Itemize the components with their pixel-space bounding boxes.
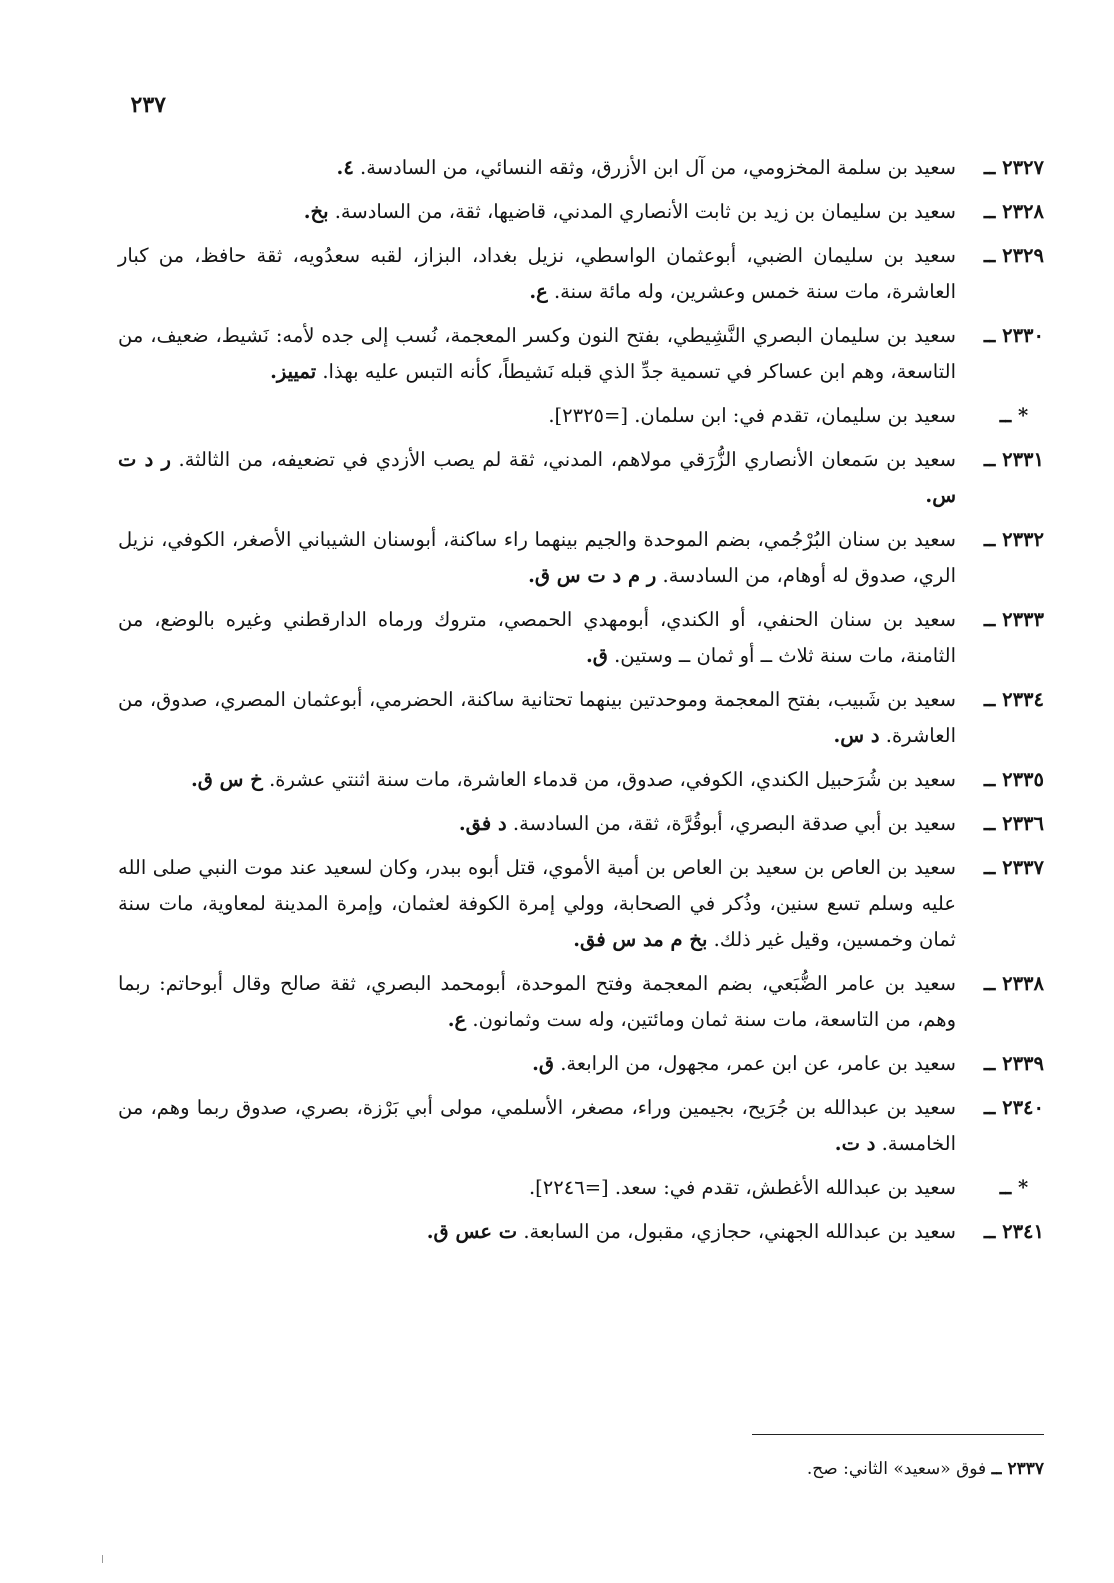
- entry-number: ٢٣٢٩ ــ: [983, 244, 1044, 267]
- entry-number: ٢٣٤٠ ــ: [983, 1096, 1044, 1119]
- entry-text: سعيد بن سليمان البصري النَّشِيطي، بفتح النون وكسر المعجمة، نُسب إلى جده لأمه: نَشيط، ضعيف، من التاسعة، وهم ابن عساكر في تسمية جدِّ الذي قبله نَشيطاً، كأنه التبس عليه بهذا.: [118, 324, 956, 383]
- entries-list: [118, 150, 1044, 1258]
- biography-entry: [118, 1214, 1044, 1250]
- entry-text: سعيد بن سَمعان الأنصاري الزُّرَقي مولاهم، المدني، ثقة لم يصب الأزدي في تضعيفه، من الثالثة.: [178, 448, 956, 471]
- page-number: ٢٣٧: [130, 92, 166, 118]
- entry-number: ٢٣٣٠ ــ: [983, 324, 1044, 347]
- entry-text: سعيد بن أبي صدقة البصري، أبوقُرَّة، ثقة، من السادسة.: [512, 812, 956, 835]
- biography-entry: [118, 602, 1044, 674]
- source-code: د س.: [833, 724, 880, 747]
- biography-entry: [118, 850, 1044, 958]
- entry-number: ٢٣٣٦ ــ: [983, 812, 1044, 835]
- source-code: د ت.: [834, 1132, 876, 1155]
- entry-number: ٢٣٢٧ ــ: [983, 156, 1044, 179]
- entry-text: سعيد بن شَبيب، بفتح المعجمة وموحدتين بينهما تحتانية ساكنة، الحضرمي، أبوعثمان المصري، صدوق، من العاشرة.: [118, 688, 956, 747]
- entry-text: سعيد بن العاص بن سعيد بن العاص بن أمية الأموي، قتل أبوه ببدر، وكان لسعيد عند موت النبي صلى الله عليه وسلم تسع سنين، وذُكر في الصحابة، وولي إمرة الكوفة لعثمان، وإمرة المدينة لمعاوية، مات سنة ثمان وخمسين، وقيل غير ذلك.: [118, 856, 956, 951]
- biography-entry: [118, 682, 1044, 754]
- entry-text: سعيد بن سليمان بن زيد بن ثابت الأنصاري المدني، قاضيها، ثقة، من السادسة.: [334, 200, 956, 223]
- entry-text: سعيد بن عبدالله الأغطش، تقدم في: سعد. [=٢٢٤٦].: [528, 1176, 956, 1199]
- source-code: تمييز.: [270, 360, 317, 383]
- entry-number: ٢٣٣٧ ــ: [983, 856, 1044, 879]
- entry-number: ٢٣٣٤ ــ: [983, 688, 1044, 711]
- source-code: ع.: [447, 1008, 467, 1031]
- footnote-number: ٢٣٣٧ ــ: [991, 1459, 1044, 1479]
- source-code: ق.: [585, 644, 608, 667]
- source-code: بخ.: [303, 200, 329, 223]
- scan-speck: [102, 1555, 103, 1563]
- entry-text: سعيد بن سليمان الضبي، أبوعثمان الواسطي، نزيل بغداد، البزاز، لقبه سعدُويه، ثقة حافظ، من كبار العاشرة، مات سنة خمس وعشرين، وله مائة سنة.: [118, 244, 956, 303]
- biography-entry: [118, 1046, 1044, 1082]
- footnote: [807, 1456, 1044, 1482]
- source-code: بخ م مد س فق.: [573, 928, 708, 951]
- source-code: خ س ق.: [190, 768, 263, 791]
- cross-reference-entry: [118, 398, 1044, 434]
- entry-text: سعيد بن سليمان، تقدم في: ابن سلمان. [=٢٣٢٥].: [548, 404, 956, 427]
- entry-number: * ــ: [999, 404, 1029, 427]
- source-code: ق.: [532, 1052, 554, 1075]
- entry-number: ٢٣٣٣ ــ: [983, 608, 1044, 631]
- entry-number: ٢٣٣٥ ــ: [983, 768, 1044, 791]
- entry-number: ٢٣٣٢ ــ: [983, 528, 1044, 551]
- source-code: ر م د ت س ق.: [528, 564, 657, 587]
- entry-text: سعيد بن سلمة المخزومي، من آل ابن الأزرق، وثقه النسائي، من السادسة.: [360, 156, 956, 179]
- entry-number: * ــ: [999, 1176, 1029, 1199]
- entry-number: ٢٣٤١ ــ: [983, 1220, 1044, 1243]
- entry-number: ٢٣٢٨ ــ: [983, 200, 1044, 223]
- biography-entry: [118, 318, 1044, 390]
- biography-entry: [118, 762, 1044, 798]
- biography-entry: [118, 150, 1044, 186]
- entry-number: ٢٣٣٩ ــ: [983, 1052, 1044, 1075]
- entry-text: سعيد بن سنان البُرْجُمي، بضم الموحدة والجيم بينهما راء ساكنة، أبوسنان الشيباني الأصغر، الكوفي، نزيل الري، صدوق له أوهام، من السادسة.: [118, 528, 956, 587]
- footnote-divider: [752, 1434, 1044, 1435]
- biography-entry: [118, 522, 1044, 594]
- cross-reference-entry: [118, 1170, 1044, 1206]
- entry-text: سعيد بن سنان الحنفي، أو الكندي، أبومهدي الحمصي، متروك ورماه الدارقطني وغيره بالوضع، من الثامنة، مات سنة ثلاث ــ أو ثمان ــ وستين.: [118, 608, 956, 667]
- entry-text: سعيد بن عامر، عن ابن عمر، مجهول، من الرابعة.: [560, 1052, 956, 1075]
- biography-entry: [118, 1090, 1044, 1162]
- biography-entry: [118, 194, 1044, 230]
- entry-text: سعيد بن عبدالله بن جُرَيح، بجيمين وراء، مصغر، الأسلمي، مولى أبي بَرْزة، بصري، صدوق ربما وهم، من الخامسة.: [118, 1096, 956, 1155]
- footnote-text: فوق «سعيد» الثاني: صح.: [806, 1459, 987, 1479]
- entry-text: سعيد بن شُرَحبيل الكندي، الكوفي، صدوق، من قدماء العاشرة، مات سنة اثنتي عشرة.: [269, 768, 956, 791]
- biography-entry: [118, 442, 1044, 514]
- biography-entry: [118, 966, 1044, 1038]
- biography-entry: [118, 238, 1044, 310]
- entry-text: سعيد بن عبدالله الجهني، حجازي، مقبول، من السابعة.: [523, 1220, 956, 1243]
- source-code: ت عس ق.: [426, 1220, 518, 1243]
- source-code: د فق.: [458, 812, 507, 835]
- source-code: ٤.: [336, 156, 354, 179]
- biography-entry: [118, 806, 1044, 842]
- entry-number: ٢٣٣١ ــ: [983, 448, 1044, 471]
- source-code: ع.: [529, 280, 548, 303]
- entry-text: سعيد بن عامر الضُّبَعي، بضم المعجمة وفتح الموحدة، أبومحمد البصري، ثقة صالح وقال أبوحاتم: ربما وهم، من التاسعة، مات سنة ثمان ومائتين، وله ست وثمانون.: [118, 972, 956, 1031]
- entry-number: ٢٣٣٨ ــ: [983, 972, 1044, 995]
- source-code: ر د ت س.: [118, 448, 956, 507]
